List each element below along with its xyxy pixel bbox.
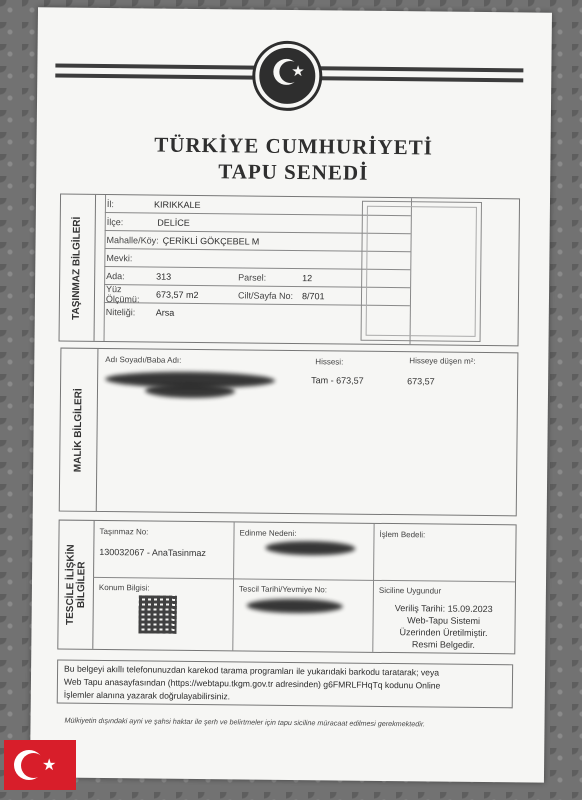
sicil-uygundur: Siciline Uygundur bbox=[378, 585, 442, 596]
info-line-3: İşlemler alanına yazarak doğrulayabilirsiniz. bbox=[63, 689, 231, 702]
cilt-value: 8/701 bbox=[301, 290, 325, 301]
footer-note: Mülkiyetin dışındaki ayni ve şahsi haktar ile şerh ve belirtmeler için tapu siciline müracaat edilmesi gerekmektedir. bbox=[64, 715, 426, 729]
tasinmaz-section-label: TAŞINMAZ BİLGİLERİ bbox=[71, 216, 84, 320]
hisseye-dusen-label: Hisseye düşen m²: bbox=[409, 356, 476, 366]
tescil-section bbox=[57, 520, 516, 655]
mahalle-value: ÇERİKLİ GÖKÇEBEL M bbox=[162, 235, 260, 247]
parsel-value: 12 bbox=[302, 272, 313, 283]
redacted-edinme bbox=[265, 541, 355, 556]
ilce-label: İlçe: bbox=[106, 216, 124, 227]
tasinmaz-no-value: 130032067 - AnaTasinmaz bbox=[99, 546, 206, 559]
tescil-tarihi-label: Tescil Tarihi/Yevmiye No: bbox=[238, 584, 328, 595]
deed-document bbox=[30, 7, 552, 782]
islem-bedeli-label: İşlem Bedeli: bbox=[379, 529, 426, 540]
malik-section bbox=[59, 348, 519, 517]
il-value: KIRIKKALE bbox=[153, 199, 201, 210]
ada-value: 313 bbox=[156, 271, 172, 282]
tescil-section-label-2: BİLGİLER bbox=[75, 561, 88, 609]
mahalle-label: Mahalle/Köy: bbox=[106, 234, 159, 246]
konum-bilgisi-label: Konum Bilgisi: bbox=[98, 582, 150, 593]
hissesi-value: Tam - 673,57 bbox=[311, 375, 364, 386]
yuz-olcumu-value: 673,57 m2 bbox=[155, 289, 199, 300]
redacted-tescil bbox=[247, 599, 343, 614]
tescil-section-label-1: TESCİLE İLİŞKİN bbox=[64, 544, 77, 626]
info-line-2: Web Tapu anasayfasından (https://webtapu.tkgm.gov.tr adresinden) g6FMRLFHqTq kodunu Online bbox=[63, 676, 441, 691]
photo-frame bbox=[361, 201, 482, 342]
info-line-1: Bu belgeyi akıllı telefonunuzdan karekod tarama programları ile yukarıdaki barkodu taratarak; veya bbox=[64, 663, 440, 678]
web-tapu-line3: Resmi Belgedir. bbox=[411, 639, 475, 650]
adi-soyadi-label: Adı Soyadı/Baba Adı: bbox=[105, 355, 182, 365]
yuz-olcumu-label: Yüz Ölçümü: bbox=[105, 283, 140, 304]
verilis-tarihi: Veriliş Tarihi: 15.09.2023 bbox=[394, 603, 493, 615]
turkish-flag-icon: ★ bbox=[4, 740, 76, 790]
hisseye-dusen-value: 673,57 bbox=[407, 376, 435, 387]
hissesi-label: Hissesi: bbox=[315, 357, 344, 367]
il-label: İl: bbox=[106, 198, 115, 209]
malik-section-label: MALİK BİLGİLERİ bbox=[72, 387, 85, 472]
parsel-label: Parsel: bbox=[238, 271, 267, 283]
title-line-2: TAPU SENEDİ bbox=[218, 159, 369, 185]
nitelik-label: Niteliği: bbox=[105, 306, 136, 317]
edinme-nedeni-label: Edinme Nedeni: bbox=[239, 528, 297, 539]
verification-info-box bbox=[57, 660, 513, 709]
cilt-label: Cilt/Sayfa No: bbox=[237, 289, 294, 301]
web-tapu-line1: Web-Tapu Sistemi bbox=[407, 615, 481, 626]
redacted-owner-name bbox=[105, 365, 275, 403]
crescent-star-emblem-icon: ★ bbox=[255, 44, 320, 109]
ilce-value: DELİCE bbox=[157, 217, 190, 228]
ada-label: Ada: bbox=[106, 270, 125, 281]
qr-code-icon[interactable] bbox=[138, 595, 176, 633]
mevki-label: Mevki: bbox=[106, 252, 133, 263]
nitelik-value: Arsa bbox=[155, 307, 175, 318]
tasinmaz-no-label: Taşınmaz No: bbox=[99, 526, 149, 537]
web-tapu-line2: Üzerinden Üretilmiştir. bbox=[399, 627, 488, 639]
title-line-1: TÜRKİYE CUMHURİYETİ bbox=[154, 132, 433, 160]
